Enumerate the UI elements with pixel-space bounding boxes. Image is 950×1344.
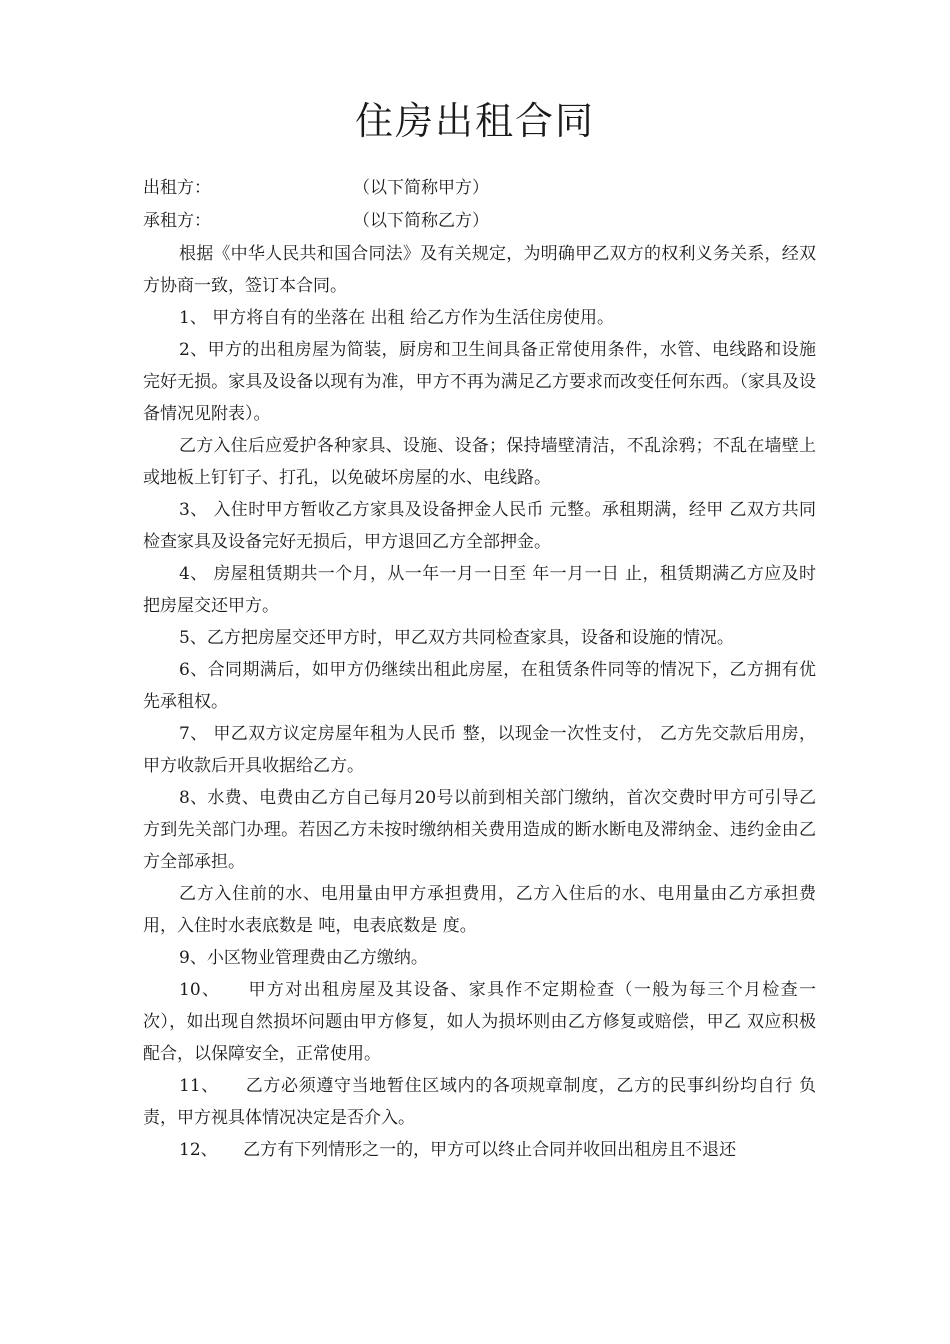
clause-7: 7、 甲乙双方议定房屋年租为人民币 整，以现金一次性支付， 乙方先交款后用房，甲方收款后开具收据给乙方。 [143,724,816,776]
clause-3: 3、 入住时甲方暂收乙方家具及设备押金人民币 元整。承租期满，经甲 乙双方共同检查家具及设备完好无损后，甲方退回乙方全部押金。 [143,500,816,552]
party-lessee [143,205,816,238]
clause-12: 12、 乙方有下列情形之一的，甲方可以终止合同并收回出租房且不退还 [179,1140,737,1160]
clause-10: 10、 甲方对出租房屋及其设备、家具作不定期检查（一般为每三个月检查一 次），如出现自然损坏问题由甲方修复，如人为损坏则由乙方修复或赔偿，甲乙 双应积极配合，以保障安全，正常使用。 [143,980,816,1064]
clause-4: 4、 房屋租赁期共一个月，从一年一月一日至 年一月一日 止，租赁期满乙方应及时把房屋交还甲方。 [143,564,816,616]
paragraph-intro: 根据《中华人民共和国合同法》及有关规定，为明确甲乙双方的权利义务关系，经双方协商一致，签订本合同。 [143,244,816,296]
clause-1: 1、 甲方将自有的坐落在 出租 给乙方作为生活住房使用。 [179,308,615,328]
party-note: （以下简称乙方） [353,211,489,231]
clause-8-note: 乙方入住前的水、电用量由甲方承担费用，乙方入住后的水、电用量由乙方承担费用，入住时水表底数是 吨，电表底数是 度。 [143,884,816,936]
clause-6: 6、合同期满后，如甲方仍继续出租此房屋，在租赁条件同等的情况下，乙方拥有优先承租权。 [143,660,816,712]
document-title: 住房出租合同 [354,99,595,143]
clause-8: 8、水费、电费由乙方自己每月20号以前到相关部门缴纳，首次交费时甲方可引导乙方到先关部门办理。若因乙方未按时缴纳相关费用造成的断水断电及滞纳金、违约金由乙方全部承担。 [143,788,816,872]
clause-2: 2、甲方的出租房屋为简装，厨房和卫生间具备正常使用条件，水管、电线路和设施完好无损。家具及设备以现有为准，甲方不再为满足乙方要求而改变任何东西。（家具及设备情况见附表）。 [143,340,816,424]
clause-5: 5、乙方把房屋交还甲方时，甲乙双方共同检查家具，设备和设施的情况。 [179,628,734,648]
party-note: （以下简称甲方） [353,178,489,198]
clause-11: 11、 乙方必须遵守当地暂住区域内的各项规章制度，乙方的民事纠纷均自行 负责，甲方视具体情况决定是否介入。 [143,1076,816,1128]
clause-2-note: 乙方入住后应爱护各种家具、设施、设备；保持墙壁清洁，不乱涂鸦；不乱在墙壁上或地板上钉钉子、打孔，以免破坏房屋的水、电线路。 [143,436,816,488]
contract-body [143,172,816,1166]
party-label: 出租方： [143,178,211,198]
party-lessor [143,172,816,205]
clause-9: 9、小区物业管理费由乙方缴纳。 [179,948,428,968]
party-label: 承租方： [143,211,211,231]
